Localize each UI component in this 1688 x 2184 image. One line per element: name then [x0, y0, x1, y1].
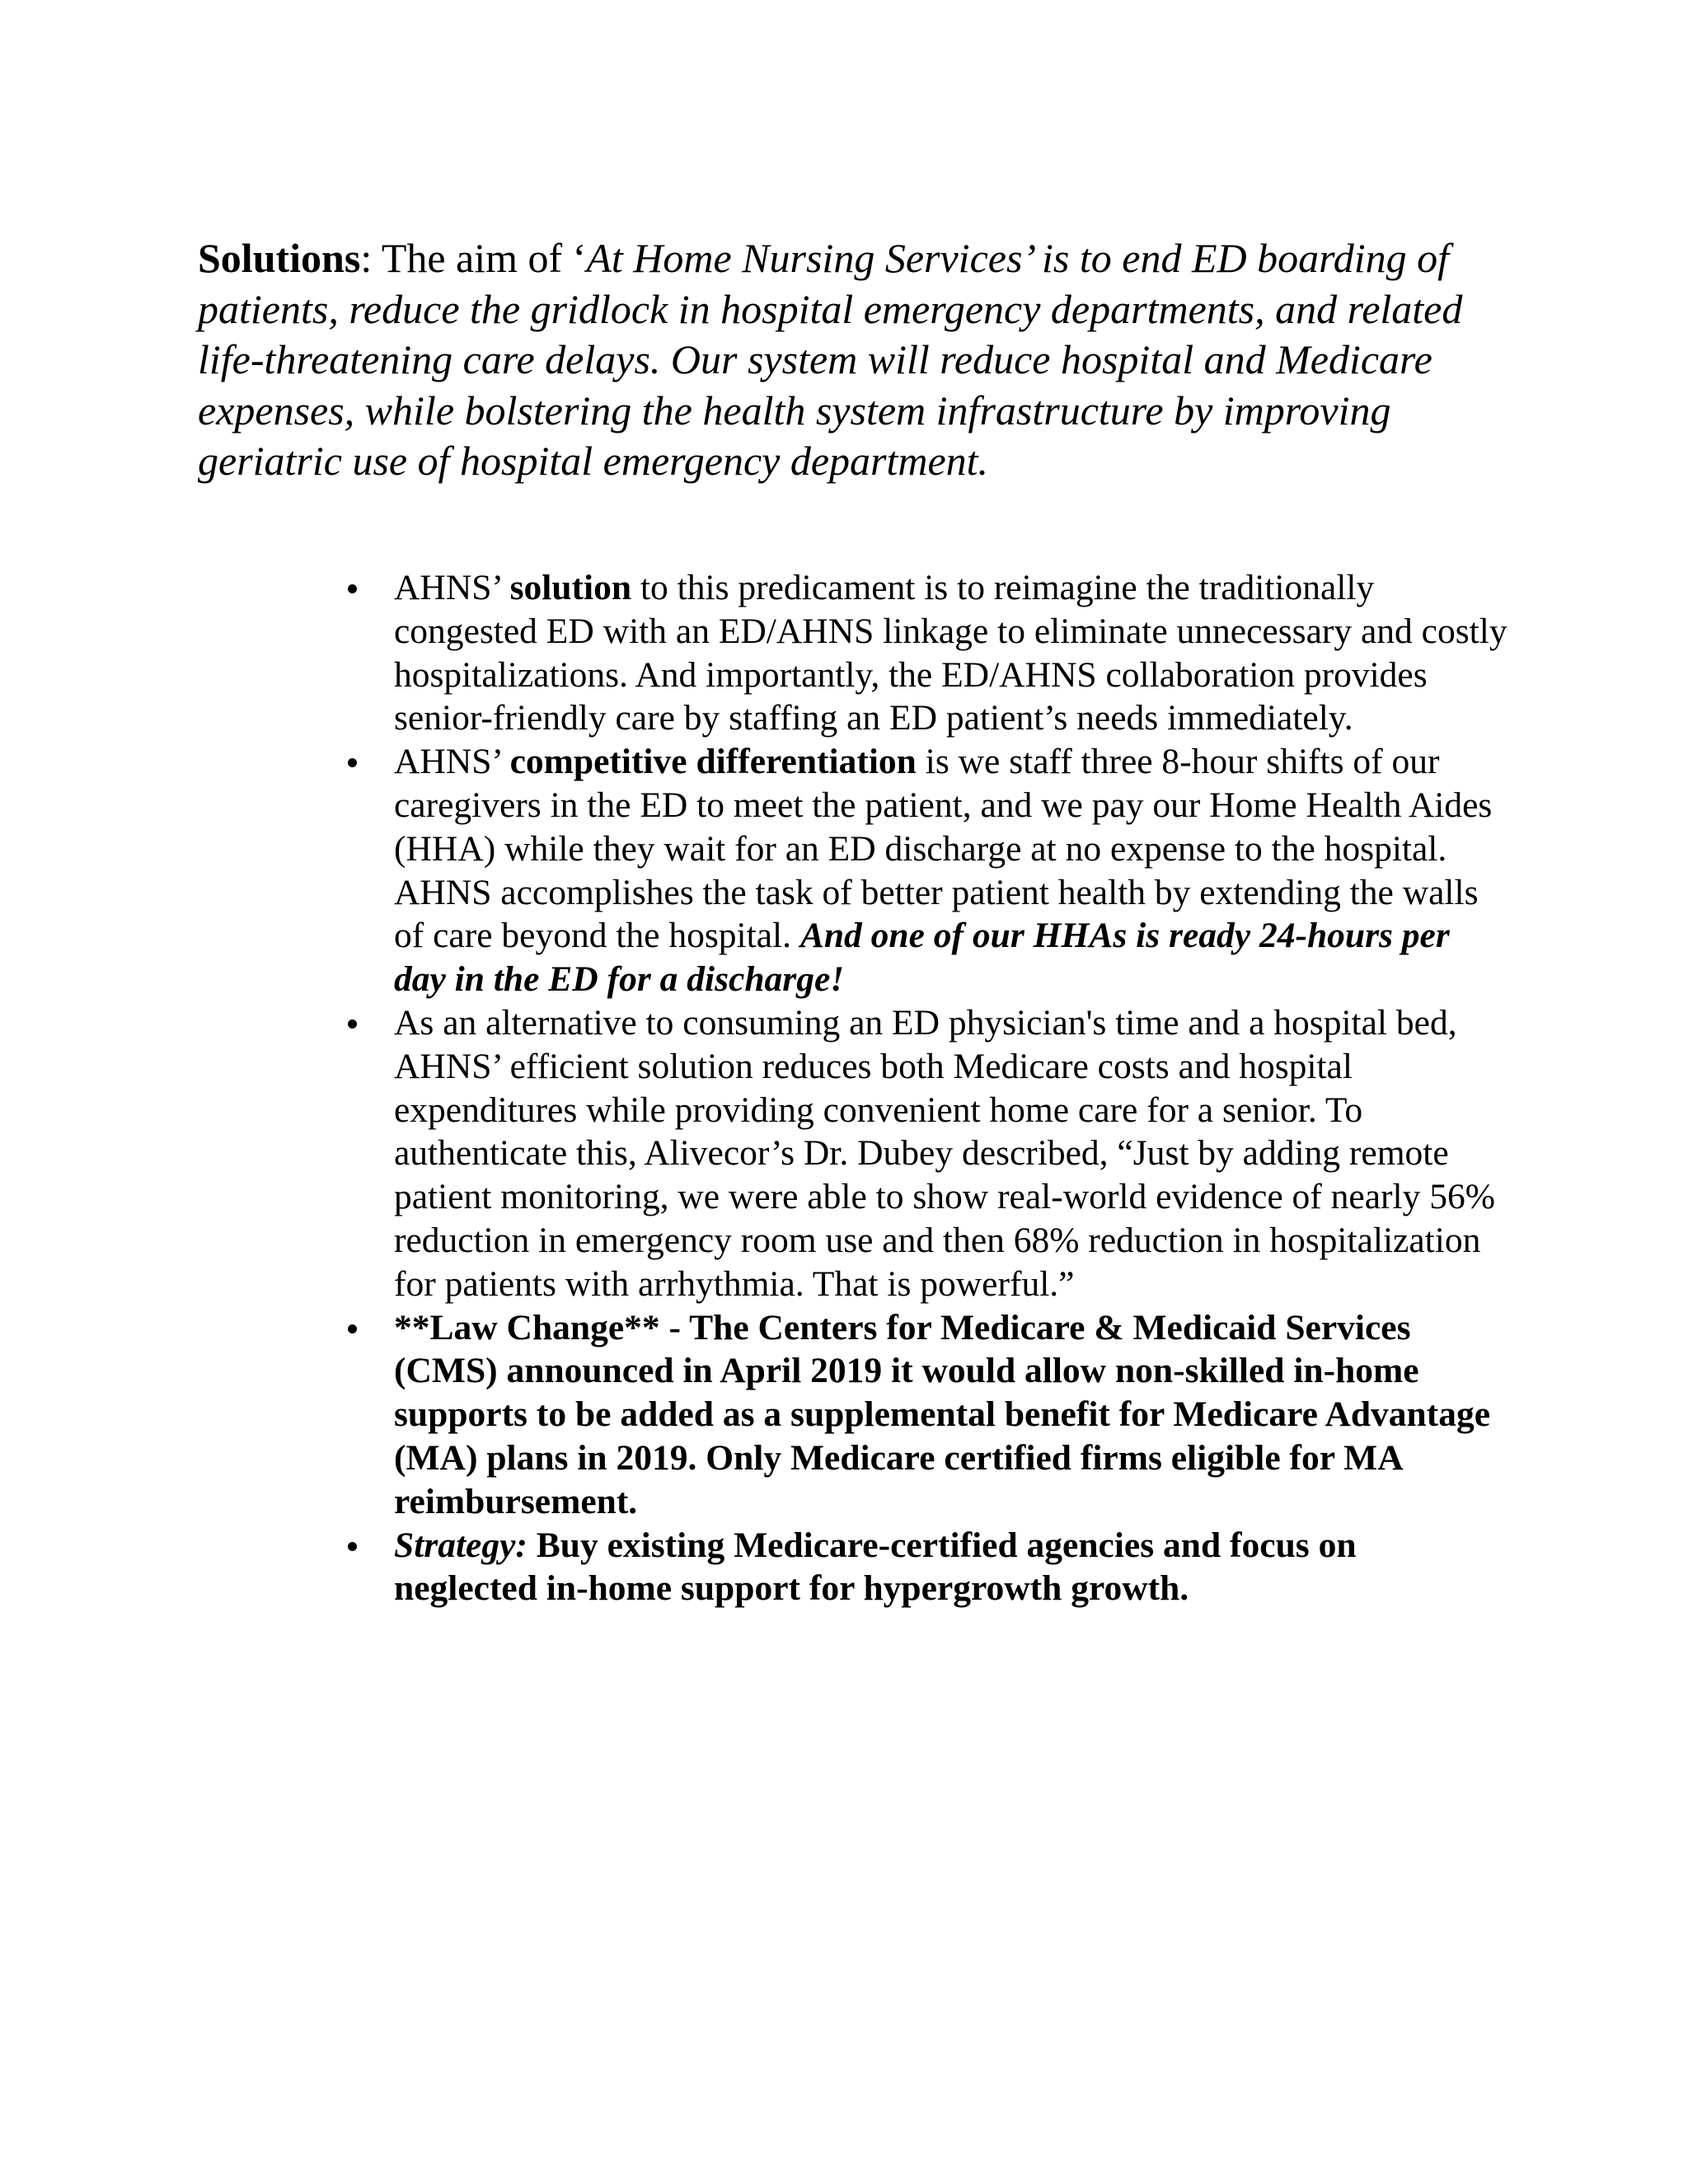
bullet-competitive-differentiation [338, 740, 1508, 1001]
bullet-solution-bold: solution [509, 568, 632, 607]
solutions-intro-text: : The aim of ‘ [360, 235, 587, 281]
bullet-strategy [338, 1524, 1508, 1611]
bullet-icon [348, 758, 357, 767]
bullet-differentiation-pre: AHNS’ [394, 742, 510, 782]
bullet-differentiation-bold: competitive differentiation [509, 742, 917, 782]
bullet-law-change-text: **Law Change** - The Centers for Medicare & Medicaid Services (CMS) announced in April 2019 it would allow non-skilled in-home supports to be added as a supplemental benefit for Medicare Advantage (MA) plans in 2019. Only Medicare certified firms eligible for MA reimbursement. [394, 1307, 1491, 1521]
bullet-solution [338, 566, 1508, 740]
bullet-strategy-label: Strategy: [394, 1525, 528, 1565]
solutions-label: Solutions [198, 235, 361, 281]
solutions-bullet-list [338, 566, 1508, 1610]
solutions-paragraph [198, 233, 1484, 487]
bullet-solution-post: to this predicament is to reimagine the traditionally congested ED with an ED/AHNS linkage to eliminate unnecessary and costly hospitalizations. And importantly, the ED/AHNS collaboration provides senior-friendly care by staffing an ED patient’s needs immediately. [394, 568, 1507, 738]
bullet-icon [348, 584, 357, 593]
solutions-italic-text: At Home Nursing Services’ is to end ED boarding of patients, reduce the gridlock in hospital emergency departments, and related life-threatening care delays. Our system will reduce hospital and Medicare expenses, while bolstering the health system infrastructure by improving geriatric use of hospital emergency department. [198, 235, 1463, 484]
bullet-solution-pre: AHNS’ [394, 568, 510, 607]
bullet-law-change [338, 1306, 1508, 1524]
bullet-alternative-text: As an alternative to consuming an ED physician's time and a hospital bed, AHNS’ efficient solution reduces both Medicare costs and hospital expenditures while providing convenient home care for a senior. To authenticate this, Alivecor’s Dr. Dubey described, “Just by adding remote patient monitoring, we were able to show real-world evidence of nearly 56% reduction in emergency room use and then 68% reduction in hospitalization for patients with arrhythmia. That is powerful.” [394, 1002, 1495, 1304]
bullet-icon [348, 1542, 357, 1551]
bullet-alternative [338, 1001, 1508, 1306]
bullet-strategy-text: Buy existing Medicare-certified agencies and focus on neglected in-home support for hypergrowth growth. [394, 1525, 1357, 1609]
bullet-icon [348, 1019, 357, 1029]
bullet-icon [348, 1324, 357, 1333]
bullet-differentiation-emphasis: And one of our HHAs is ready 24-hours per day in the ED for a discharge! [394, 916, 1450, 1000]
bullet-differentiation-post: is we staff three 8-hour shifts of our caregivers in the ED to meet the patient, and we pay our Home Health Aides (HHA) while they wait for an ED discharge at no expense to the hospital. AHNS accomplishes the task of better patient health by extending the walls of care beyond the hospital. [394, 742, 1493, 956]
